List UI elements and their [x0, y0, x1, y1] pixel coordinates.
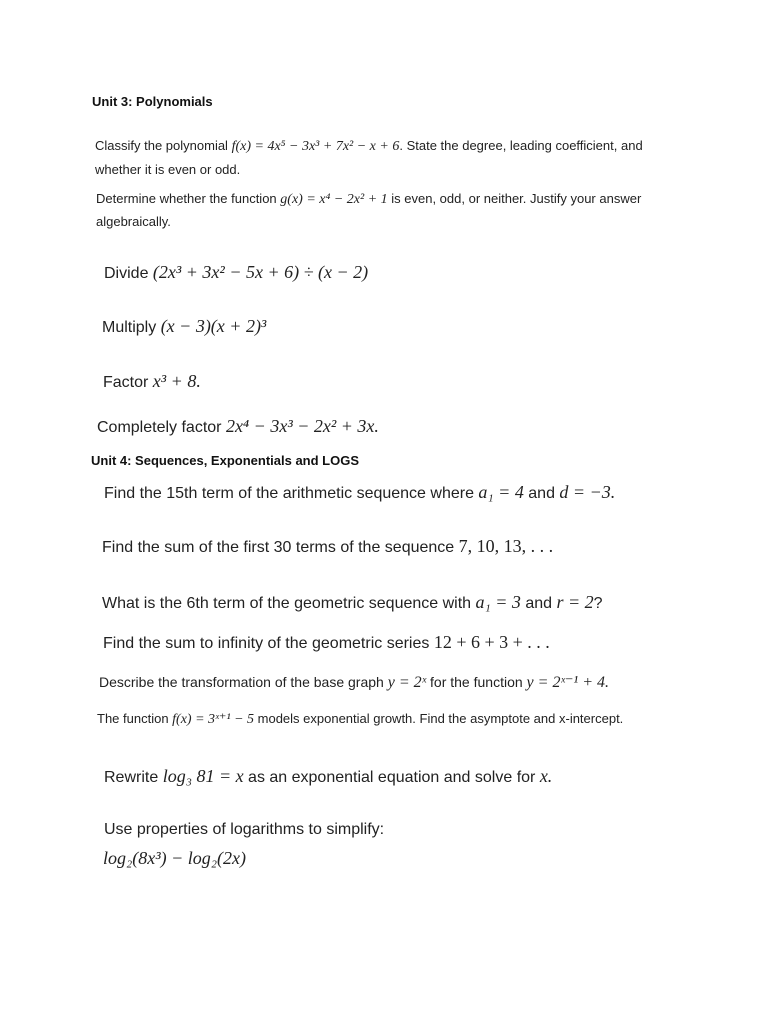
unit3-q1-math: f(x) = 4x⁵ − 3x³ + 7x² − x + 6	[231, 139, 400, 154]
unit3-q3-text: Divide	[104, 265, 153, 282]
unit3-heading: Unit 3: Polynomials	[92, 94, 213, 109]
unit4-heading: Unit 4: Sequences, Exponentials and LOGS	[91, 453, 359, 468]
unit3-q6-text: Completely factor	[97, 419, 226, 436]
unit4-q6-math: f(x) = 3ˣ⁺¹ − 5	[172, 712, 255, 727]
unit4-q1-math-b: d = −3.	[559, 482, 616, 502]
unit3-q3	[104, 262, 368, 283]
unit4-q5-text: Describe the transformation of the base graph	[99, 674, 388, 690]
unit3-q6	[97, 416, 379, 437]
unit4-q5-text-mid: for the function	[426, 674, 527, 690]
unit4-q5-math-b: y = 2ˣ⁻¹ + 4.	[526, 674, 609, 691]
unit4-q6-text: The function	[97, 711, 173, 726]
unit4-q7-math: log₃ 81 = x	[162, 766, 244, 786]
unit4-q1	[104, 482, 615, 503]
unit4-q4-math: 12 + 6 + 3 + . . .	[433, 632, 550, 652]
unit4-q7-math-b: x.	[539, 766, 553, 786]
unit4-q3	[102, 592, 603, 613]
unit3-q1-line1	[95, 137, 643, 156]
unit4-q2-text: Find the sum of the first 30 terms of the sequence	[102, 539, 459, 556]
unit4-q1-math-a: a₁ = 4	[478, 482, 524, 502]
unit3-q5-math: x³ + 8.	[152, 371, 201, 391]
unit4-q2	[102, 536, 553, 557]
unit4-q5-math-a: y = 2ˣ	[387, 674, 427, 691]
unit4-q3-math-a: a₁ = 3	[475, 592, 521, 612]
unit4-q3-text: What is the 6th term of the geometric sequence with	[102, 595, 476, 612]
unit4-q1-text: Find the 15th term of the arithmetic sequence where	[104, 485, 479, 502]
unit4-q5	[99, 672, 609, 692]
unit3-q2-line1	[96, 190, 641, 209]
unit4-q8-line1: Use properties of logarithms to simplify:	[104, 821, 385, 838]
unit3-q4-math: (x − 3)(x + 2)³	[160, 316, 267, 336]
unit3-q5-text: Factor	[103, 374, 153, 391]
unit4-q7-text-mid: as an exponential equation and solve for	[243, 769, 540, 786]
unit4-q3-text-mid: and	[520, 595, 557, 612]
unit3-q4	[102, 316, 266, 337]
unit3-q4-text: Multiply	[102, 319, 161, 336]
unit4-q7	[104, 766, 552, 787]
unit3-q2-line2: algebraically.	[96, 214, 171, 229]
unit4-q3-text-post: ?	[593, 595, 603, 612]
unit4-q1-text-mid: and	[523, 485, 560, 502]
unit4-q4-text: Find the sum to infinity of the geometric series	[103, 635, 434, 652]
unit4-q6	[97, 711, 623, 728]
unit4-q2-math: 7, 10, 13, . . .	[458, 536, 554, 556]
unit4-q6-text-post: models exponential growth. Find the asymptote and x-intercept.	[254, 711, 624, 726]
unit3-q1-text-post: . State the degree, leading coefficient, and	[399, 138, 643, 153]
unit3-q6-math: 2x⁴ − 3x³ − 2x² + 3x.	[225, 416, 379, 436]
unit4-q3-math-b: r = 2	[556, 592, 594, 612]
unit3-q3-math: (2x³ + 3x² − 5x + 6) ÷ (x − 2)	[152, 262, 369, 282]
unit3-q2-math: g(x) = x⁴ − 2x² + 1	[280, 192, 388, 207]
unit3-q1-line2: whether it is even or odd.	[95, 162, 241, 177]
unit3-q2-text-post: is even, odd, or neither. Justify your answer	[387, 191, 642, 206]
unit3-q5	[103, 371, 201, 392]
unit3-q1-text: Classify the polynomial	[95, 138, 232, 153]
unit3-q2-text: Determine whether the function	[96, 191, 281, 206]
unit4-q8-math: log₂(8x³) − log₂(2x)	[103, 848, 247, 868]
unit4-q4	[103, 632, 550, 653]
unit4-q7-text: Rewrite	[104, 769, 163, 786]
